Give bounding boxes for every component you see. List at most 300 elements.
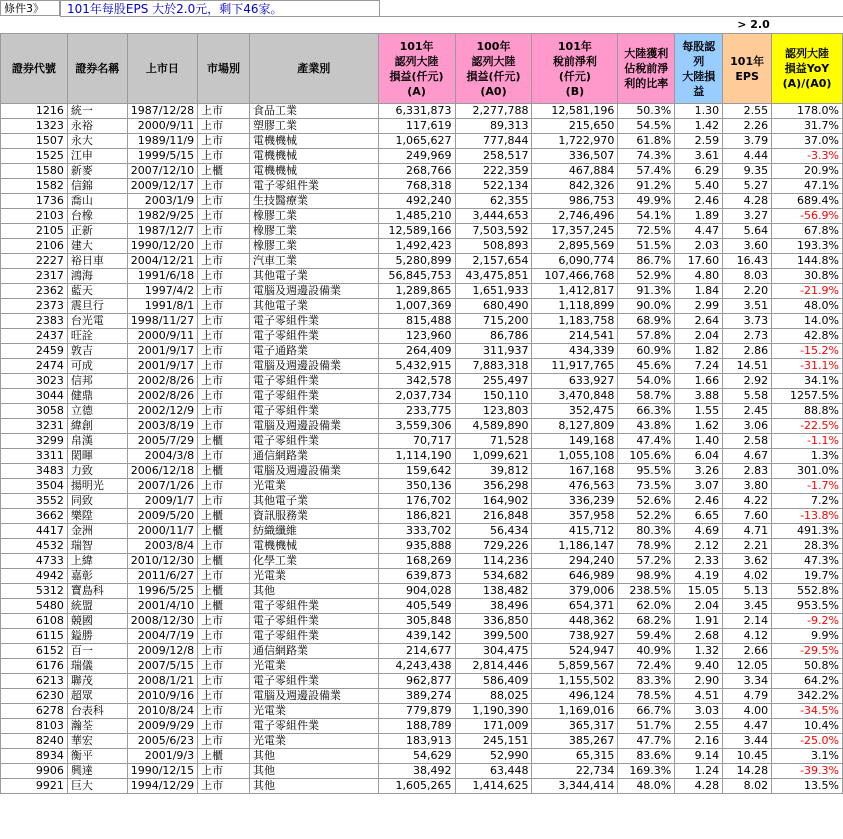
cell-china-pl-per-share[interactable]: 15.05 xyxy=(675,584,723,599)
cell-industry[interactable]: 電腦及週邊設備業 xyxy=(249,284,378,299)
cell-market[interactable]: 上市 xyxy=(198,254,250,269)
cell-china-pl-101[interactable]: 54,629 xyxy=(378,749,455,764)
cell-china-pl-per-share[interactable]: 2.12 xyxy=(675,539,723,554)
header-listing-date[interactable]: 上市日 xyxy=(127,34,197,104)
cell-stock-code[interactable]: 4417 xyxy=(1,524,68,539)
cell-china-pl-per-share[interactable]: 2.03 xyxy=(675,239,723,254)
cell-stock-code[interactable]: 9906 xyxy=(1,764,68,779)
cell-china-pl-101[interactable]: 1,007,369 xyxy=(378,299,455,314)
cell-china-pl-101[interactable]: 159,642 xyxy=(378,464,455,479)
cell-stock-name[interactable]: 嘉彰 xyxy=(67,569,127,584)
cell-listing-date[interactable]: 1989/11/9 xyxy=(127,134,197,149)
header-stock-code[interactable]: 證券代號 xyxy=(1,34,68,104)
cell-pretax-101[interactable]: 2,895,569 xyxy=(532,239,618,254)
cell-stock-name[interactable]: 信錦 xyxy=(67,179,127,194)
cell-listing-date[interactable]: 1991/6/18 xyxy=(127,269,197,284)
cell-pretax-101[interactable]: 476,563 xyxy=(532,479,618,494)
cell-listing-date[interactable]: 2001/9/3 xyxy=(127,749,197,764)
cell-pretax-101[interactable]: 1,722,970 xyxy=(532,134,618,149)
cell-china-pl-101[interactable]: 1,492,423 xyxy=(378,239,455,254)
cell-stock-code[interactable]: 3044 xyxy=(1,389,68,404)
cell-china-ratio[interactable]: 48.0% xyxy=(618,779,675,794)
cell-market[interactable]: 上市 xyxy=(198,644,250,659)
cell-market[interactable]: 上市 xyxy=(198,239,250,254)
cell-industry[interactable]: 電子零組件業 xyxy=(249,434,378,449)
cell-market[interactable]: 上市 xyxy=(198,149,250,164)
header-market[interactable]: 市場別 xyxy=(198,34,250,104)
cell-stock-name[interactable]: 正新 xyxy=(67,224,127,239)
cell-market[interactable]: 上市 xyxy=(198,404,250,419)
cell-stock-code[interactable]: 6213 xyxy=(1,674,68,689)
cell-china-pl-per-share[interactable]: 1.42 xyxy=(675,119,723,134)
cell-china-pl-yoy[interactable]: 10.4% xyxy=(772,719,843,734)
cell-china-ratio[interactable]: 68.2% xyxy=(618,614,675,629)
cell-china-pl-yoy[interactable]: 689.4% xyxy=(772,194,843,209)
cell-listing-date[interactable]: 2003/8/4 xyxy=(127,539,197,554)
cell-china-ratio[interactable]: 57.4% xyxy=(618,164,675,179)
cell-stock-code[interactable]: 1580 xyxy=(1,164,68,179)
cell-industry[interactable]: 電腦及週邊設備業 xyxy=(249,359,378,374)
cell-china-ratio[interactable]: 59.4% xyxy=(618,629,675,644)
cell-china-pl-per-share[interactable]: 1.66 xyxy=(675,374,723,389)
cell-industry[interactable]: 電機機械 xyxy=(249,149,378,164)
cell-pretax-101[interactable]: 336,507 xyxy=(532,149,618,164)
cell-listing-date[interactable]: 2010/9/16 xyxy=(127,689,197,704)
cell-market[interactable]: 上市 xyxy=(198,314,250,329)
cell-china-ratio[interactable]: 91.2% xyxy=(618,179,675,194)
cell-pretax-101[interactable]: 294,240 xyxy=(532,554,618,569)
cell-china-ratio[interactable]: 47.4% xyxy=(618,434,675,449)
cell-china-ratio[interactable]: 51.7% xyxy=(618,719,675,734)
cell-stock-name[interactable]: 江申 xyxy=(67,149,127,164)
cell-industry[interactable]: 電子零組件業 xyxy=(249,389,378,404)
cell-pretax-101[interactable]: 1,169,016 xyxy=(532,704,618,719)
cell-china-pl-100[interactable]: 43,475,851 xyxy=(455,269,532,284)
cell-china-ratio[interactable]: 90.0% xyxy=(618,299,675,314)
cell-stock-name[interactable]: 金洲 xyxy=(67,524,127,539)
cell-market[interactable]: 上市 xyxy=(198,539,250,554)
cell-industry[interactable]: 食品工業 xyxy=(249,104,378,119)
cell-china-pl-101[interactable]: 439,142 xyxy=(378,629,455,644)
cell-stock-code[interactable]: 1736 xyxy=(1,194,68,209)
cell-pretax-101[interactable]: 12,581,196 xyxy=(532,104,618,119)
cell-stock-name[interactable]: 喬山 xyxy=(67,194,127,209)
cell-pretax-101[interactable]: 336,239 xyxy=(532,494,618,509)
cell-market[interactable]: 上市 xyxy=(198,659,250,674)
cell-china-pl-101[interactable]: 350,136 xyxy=(378,479,455,494)
cell-pretax-101[interactable]: 496,124 xyxy=(532,689,618,704)
cell-listing-date[interactable]: 2009/9/29 xyxy=(127,719,197,734)
cell-china-pl-yoy[interactable]: 37.0% xyxy=(772,134,843,149)
cell-eps-101[interactable]: 4.12 xyxy=(723,629,772,644)
cell-eps-101[interactable]: 8.03 xyxy=(723,269,772,284)
header-stock-name[interactable]: 證券名稱 xyxy=(67,34,127,104)
cell-china-ratio[interactable]: 54.5% xyxy=(618,119,675,134)
cell-eps-101[interactable]: 4.00 xyxy=(723,704,772,719)
cell-china-pl-100[interactable]: 88,025 xyxy=(455,689,532,704)
cell-stock-code[interactable]: 4733 xyxy=(1,554,68,569)
cell-china-pl-per-share[interactable]: 2.04 xyxy=(675,599,723,614)
cell-eps-101[interactable]: 5.58 xyxy=(723,389,772,404)
cell-market[interactable]: 上市 xyxy=(198,119,250,134)
cell-china-ratio[interactable]: 72.4% xyxy=(618,659,675,674)
cell-listing-date[interactable]: 2006/12/18 xyxy=(127,464,197,479)
cell-china-pl-yoy[interactable]: 64.2% xyxy=(772,674,843,689)
cell-china-pl-yoy[interactable]: 28.3% xyxy=(772,539,843,554)
cell-market[interactable]: 上市 xyxy=(198,719,250,734)
cell-listing-date[interactable]: 2004/7/19 xyxy=(127,629,197,644)
cell-pretax-101[interactable]: 215,650 xyxy=(532,119,618,134)
cell-china-pl-101[interactable]: 1,114,190 xyxy=(378,449,455,464)
cell-pretax-101[interactable]: 1,412,817 xyxy=(532,284,618,299)
cell-eps-101[interactable]: 4.79 xyxy=(723,689,772,704)
cell-industry[interactable]: 電子零組件業 xyxy=(249,614,378,629)
cell-pretax-101[interactable]: 11,917,765 xyxy=(532,359,618,374)
cell-listing-date[interactable]: 1996/5/25 xyxy=(127,584,197,599)
cell-china-pl-per-share[interactable]: 1.30 xyxy=(675,104,723,119)
cell-industry[interactable]: 電子零組件業 xyxy=(249,179,378,194)
cell-listing-date[interactable]: 2011/6/27 xyxy=(127,569,197,584)
cell-china-pl-100[interactable]: 138,482 xyxy=(455,584,532,599)
cell-china-ratio[interactable]: 47.7% xyxy=(618,734,675,749)
cell-china-ratio[interactable]: 238.5% xyxy=(618,584,675,599)
condition-label[interactable]: 條件3》 xyxy=(0,0,60,16)
cell-china-ratio[interactable]: 169.3% xyxy=(618,764,675,779)
cell-market[interactable]: 上市 xyxy=(198,374,250,389)
cell-china-pl-101[interactable]: 405,549 xyxy=(378,599,455,614)
cell-china-pl-100[interactable]: 729,226 xyxy=(455,539,532,554)
cell-china-pl-per-share[interactable]: 6.29 xyxy=(675,164,723,179)
header-china-pl-yoy[interactable]: 認列大陸 損益YoY (A)/(A0) xyxy=(772,34,843,104)
cell-china-pl-per-share[interactable]: 9.14 xyxy=(675,749,723,764)
cell-china-pl-yoy[interactable]: 491.3% xyxy=(772,524,843,539)
cell-china-pl-100[interactable]: 150,110 xyxy=(455,389,532,404)
cell-china-ratio[interactable]: 83.3% xyxy=(618,674,675,689)
cell-industry[interactable]: 光電業 xyxy=(249,479,378,494)
cell-china-pl-100[interactable]: 1,190,390 xyxy=(455,704,532,719)
cell-listing-date[interactable]: 1997/4/2 xyxy=(127,284,197,299)
cell-china-pl-per-share[interactable]: 3.61 xyxy=(675,149,723,164)
cell-china-pl-100[interactable]: 680,490 xyxy=(455,299,532,314)
cell-market[interactable]: 上市 xyxy=(198,704,250,719)
cell-china-pl-per-share[interactable]: 3.03 xyxy=(675,704,723,719)
cell-china-pl-yoy[interactable]: -31.1% xyxy=(772,359,843,374)
cell-market[interactable]: 上櫃 xyxy=(198,164,250,179)
cell-industry[interactable]: 電子零組件業 xyxy=(249,404,378,419)
cell-pretax-101[interactable]: 5,859,567 xyxy=(532,659,618,674)
cell-pretax-101[interactable]: 17,357,245 xyxy=(532,224,618,239)
cell-china-pl-101[interactable]: 5,432,915 xyxy=(378,359,455,374)
header-pretax-101[interactable]: 101年 稅前淨利 (仟元) (B) xyxy=(532,34,618,104)
cell-china-pl-per-share[interactable]: 4.80 xyxy=(675,269,723,284)
cell-pretax-101[interactable]: 3,344,414 xyxy=(532,779,618,794)
cell-china-pl-100[interactable]: 89,313 xyxy=(455,119,532,134)
cell-china-ratio[interactable]: 73.5% xyxy=(618,479,675,494)
cell-stock-name[interactable]: 揚明光 xyxy=(67,479,127,494)
cell-china-pl-yoy[interactable]: 144.8% xyxy=(772,254,843,269)
cell-eps-101[interactable]: 3.44 xyxy=(723,734,772,749)
cell-stock-name[interactable]: 健鼎 xyxy=(67,389,127,404)
cell-stock-code[interactable]: 6176 xyxy=(1,659,68,674)
cell-pretax-101[interactable]: 149,168 xyxy=(532,434,618,449)
cell-china-pl-per-share[interactable]: 1.91 xyxy=(675,614,723,629)
cell-china-ratio[interactable]: 66.7% xyxy=(618,704,675,719)
cell-china-pl-per-share[interactable]: 5.40 xyxy=(675,179,723,194)
cell-china-pl-per-share[interactable]: 7.24 xyxy=(675,359,723,374)
cell-industry[interactable]: 資訊服務業 xyxy=(249,509,378,524)
cell-listing-date[interactable]: 2007/1/26 xyxy=(127,479,197,494)
cell-industry[interactable]: 電腦及週邊設備業 xyxy=(249,689,378,704)
cell-china-pl-yoy[interactable]: -56.9% xyxy=(772,209,843,224)
cell-china-pl-101[interactable]: 70,717 xyxy=(378,434,455,449)
cell-china-ratio[interactable]: 72.5% xyxy=(618,224,675,239)
cell-listing-date[interactable]: 1987/12/7 xyxy=(127,224,197,239)
cell-china-pl-100[interactable]: 3,444,653 xyxy=(455,209,532,224)
cell-china-pl-100[interactable]: 534,682 xyxy=(455,569,532,584)
cell-market[interactable]: 上櫃 xyxy=(198,554,250,569)
cell-pretax-101[interactable]: 1,118,899 xyxy=(532,299,618,314)
cell-china-pl-100[interactable]: 1,651,933 xyxy=(455,284,532,299)
cell-china-pl-100[interactable]: 399,500 xyxy=(455,629,532,644)
cell-china-pl-100[interactable]: 356,298 xyxy=(455,479,532,494)
cell-china-ratio[interactable]: 57.8% xyxy=(618,329,675,344)
cell-china-pl-per-share[interactable]: 2.46 xyxy=(675,194,723,209)
cell-stock-name[interactable]: 統一 xyxy=(67,104,127,119)
cell-eps-101[interactable]: 2.66 xyxy=(723,644,772,659)
cell-eps-101[interactable]: 2.21 xyxy=(723,539,772,554)
cell-china-pl-101[interactable]: 2,037,734 xyxy=(378,389,455,404)
cell-eps-101[interactable]: 9.35 xyxy=(723,164,772,179)
cell-china-ratio[interactable]: 78.5% xyxy=(618,689,675,704)
cell-china-pl-per-share[interactable]: 17.60 xyxy=(675,254,723,269)
cell-pretax-101[interactable]: 357,958 xyxy=(532,509,618,524)
cell-listing-date[interactable]: 2003/8/19 xyxy=(127,419,197,434)
cell-industry[interactable]: 電子零組件業 xyxy=(249,374,378,389)
cell-eps-101[interactable]: 4.44 xyxy=(723,149,772,164)
cell-china-ratio[interactable]: 51.5% xyxy=(618,239,675,254)
cell-china-pl-100[interactable]: 171,009 xyxy=(455,719,532,734)
cell-eps-101[interactable]: 3.51 xyxy=(723,299,772,314)
cell-china-pl-yoy[interactable]: 42.8% xyxy=(772,329,843,344)
cell-stock-code[interactable]: 1507 xyxy=(1,134,68,149)
cell-china-pl-per-share[interactable]: 1.62 xyxy=(675,419,723,434)
cell-listing-date[interactable]: 2007/12/10 xyxy=(127,164,197,179)
cell-china-pl-per-share[interactable]: 2.33 xyxy=(675,554,723,569)
cell-china-pl-per-share[interactable]: 3.88 xyxy=(675,389,723,404)
cell-stock-name[interactable]: 永大 xyxy=(67,134,127,149)
cell-market[interactable]: 上市 xyxy=(198,494,250,509)
cell-china-ratio[interactable]: 58.7% xyxy=(618,389,675,404)
cell-stock-code[interactable]: 2227 xyxy=(1,254,68,269)
cell-stock-code[interactable]: 6152 xyxy=(1,644,68,659)
cell-listing-date[interactable]: 2007/5/15 xyxy=(127,659,197,674)
cell-china-pl-100[interactable]: 1,414,625 xyxy=(455,779,532,794)
cell-china-pl-100[interactable]: 2,157,654 xyxy=(455,254,532,269)
cell-stock-name[interactable]: 同致 xyxy=(67,494,127,509)
cell-china-pl-100[interactable]: 2,277,788 xyxy=(455,104,532,119)
cell-pretax-101[interactable]: 379,006 xyxy=(532,584,618,599)
cell-stock-name[interactable]: 信邦 xyxy=(67,374,127,389)
cell-industry[interactable]: 其他 xyxy=(249,584,378,599)
cell-china-ratio[interactable]: 91.3% xyxy=(618,284,675,299)
cell-china-pl-100[interactable]: 304,475 xyxy=(455,644,532,659)
cell-eps-101[interactable]: 2.92 xyxy=(723,374,772,389)
cell-stock-name[interactable]: 巨大 xyxy=(67,779,127,794)
cell-pretax-101[interactable]: 633,927 xyxy=(532,374,618,389)
cell-eps-101[interactable]: 4.28 xyxy=(723,194,772,209)
cell-stock-name[interactable]: 敦吉 xyxy=(67,344,127,359)
cell-industry[interactable]: 汽車工業 xyxy=(249,254,378,269)
cell-china-pl-per-share[interactable]: 4.69 xyxy=(675,524,723,539)
cell-industry[interactable]: 通信網路業 xyxy=(249,449,378,464)
cell-stock-name[interactable]: 震旦行 xyxy=(67,299,127,314)
cell-china-pl-yoy[interactable]: 47.3% xyxy=(772,554,843,569)
cell-stock-name[interactable]: 樂陞 xyxy=(67,509,127,524)
cell-industry[interactable]: 通信網路業 xyxy=(249,644,378,659)
cell-stock-name[interactable]: 百一 xyxy=(67,644,127,659)
cell-eps-101[interactable]: 5.27 xyxy=(723,179,772,194)
cell-china-pl-yoy[interactable]: 34.1% xyxy=(772,374,843,389)
cell-china-pl-100[interactable]: 222,359 xyxy=(455,164,532,179)
cell-china-pl-100[interactable]: 4,589,890 xyxy=(455,419,532,434)
cell-industry[interactable]: 其他 xyxy=(249,779,378,794)
cell-pretax-101[interactable]: 842,326 xyxy=(532,179,618,194)
cell-pretax-101[interactable]: 8,127,809 xyxy=(532,419,618,434)
cell-listing-date[interactable]: 1990/12/20 xyxy=(127,239,197,254)
cell-china-pl-100[interactable]: 586,409 xyxy=(455,674,532,689)
cell-stock-name[interactable]: 緯創 xyxy=(67,419,127,434)
cell-china-pl-101[interactable]: 38,492 xyxy=(378,764,455,779)
cell-china-pl-101[interactable]: 233,775 xyxy=(378,404,455,419)
cell-stock-code[interactable]: 4532 xyxy=(1,539,68,554)
cell-listing-date[interactable]: 2002/8/26 xyxy=(127,389,197,404)
cell-eps-101[interactable]: 5.64 xyxy=(723,224,772,239)
cell-china-pl-yoy[interactable]: -3.3% xyxy=(772,149,843,164)
cell-china-pl-100[interactable]: 336,850 xyxy=(455,614,532,629)
cell-china-pl-101[interactable]: 12,589,166 xyxy=(378,224,455,239)
cell-china-ratio[interactable]: 54.0% xyxy=(618,374,675,389)
cell-china-pl-101[interactable]: 779,879 xyxy=(378,704,455,719)
cell-eps-101[interactable]: 2.45 xyxy=(723,404,772,419)
cell-eps-101[interactable]: 5.13 xyxy=(723,584,772,599)
cell-listing-date[interactable]: 2003/1/9 xyxy=(127,194,197,209)
cell-market[interactable]: 上市 xyxy=(198,134,250,149)
cell-stock-code[interactable]: 5480 xyxy=(1,599,68,614)
cell-industry[interactable]: 其他 xyxy=(249,764,378,779)
cell-stock-name[interactable]: 聯茂 xyxy=(67,674,127,689)
cell-listing-date[interactable]: 2001/9/17 xyxy=(127,344,197,359)
cell-china-pl-101[interactable]: 1,289,865 xyxy=(378,284,455,299)
cell-market[interactable]: 上櫃 xyxy=(198,749,250,764)
cell-eps-101[interactable]: 2.55 xyxy=(723,104,772,119)
cell-china-pl-100[interactable]: 7,503,592 xyxy=(455,224,532,239)
cell-china-pl-101[interactable]: 333,702 xyxy=(378,524,455,539)
cell-china-pl-101[interactable]: 389,274 xyxy=(378,689,455,704)
cell-industry[interactable]: 其他電子業 xyxy=(249,494,378,509)
cell-china-pl-per-share[interactable]: 1.40 xyxy=(675,434,723,449)
cell-china-pl-yoy[interactable]: 19.7% xyxy=(772,569,843,584)
cell-china-pl-101[interactable]: 168,269 xyxy=(378,554,455,569)
cell-industry[interactable]: 電機機械 xyxy=(249,539,378,554)
cell-pretax-101[interactable]: 6,090,774 xyxy=(532,254,618,269)
cell-stock-name[interactable]: 上緯 xyxy=(67,554,127,569)
header-china-pl-101[interactable]: 101年 認列大陸 損益(仟元) (A) xyxy=(378,34,455,104)
cell-china-pl-yoy[interactable]: -22.5% xyxy=(772,419,843,434)
cell-stock-name[interactable]: 超眾 xyxy=(67,689,127,704)
cell-china-pl-yoy[interactable]: 31.7% xyxy=(772,119,843,134)
cell-stock-name[interactable]: 藍天 xyxy=(67,284,127,299)
cell-eps-101[interactable]: 4.47 xyxy=(723,719,772,734)
cell-market[interactable]: 上市 xyxy=(198,614,250,629)
cell-china-pl-100[interactable]: 7,883,318 xyxy=(455,359,532,374)
cell-eps-101[interactable]: 12.05 xyxy=(723,659,772,674)
cell-stock-code[interactable]: 2373 xyxy=(1,299,68,314)
cell-china-pl-101[interactable]: 904,028 xyxy=(378,584,455,599)
cell-china-pl-100[interactable]: 63,448 xyxy=(455,764,532,779)
cell-china-pl-per-share[interactable]: 1.82 xyxy=(675,344,723,359)
cell-china-pl-101[interactable]: 639,873 xyxy=(378,569,455,584)
cell-market[interactable]: 上櫃 xyxy=(198,524,250,539)
cell-industry[interactable]: 電機機械 xyxy=(249,134,378,149)
condition-text[interactable]: 101年每股EPS 大於2.0元，剩下46家。 xyxy=(60,0,380,17)
cell-pretax-101[interactable]: 415,712 xyxy=(532,524,618,539)
cell-china-ratio[interactable]: 43.8% xyxy=(618,419,675,434)
cell-china-pl-101[interactable]: 962,877 xyxy=(378,674,455,689)
cell-china-pl-yoy[interactable]: 48.0% xyxy=(772,299,843,314)
cell-industry[interactable]: 光電業 xyxy=(249,734,378,749)
cell-stock-code[interactable]: 2103 xyxy=(1,209,68,224)
cell-market[interactable]: 上市 xyxy=(198,674,250,689)
cell-eps-101[interactable]: 16.43 xyxy=(723,254,772,269)
cell-china-pl-101[interactable]: 4,243,438 xyxy=(378,659,455,674)
cell-stock-name[interactable]: 統盟 xyxy=(67,599,127,614)
cell-market[interactable]: 上市 xyxy=(198,779,250,794)
cell-eps-101[interactable]: 3.06 xyxy=(723,419,772,434)
cell-china-pl-101[interactable]: 492,240 xyxy=(378,194,455,209)
cell-china-ratio[interactable]: 78.9% xyxy=(618,539,675,554)
cell-listing-date[interactable]: 1990/12/15 xyxy=(127,764,197,779)
cell-china-pl-yoy[interactable]: -9.2% xyxy=(772,614,843,629)
cell-china-pl-101[interactable]: 1,065,627 xyxy=(378,134,455,149)
cell-stock-code[interactable]: 6108 xyxy=(1,614,68,629)
cell-china-pl-per-share[interactable]: 2.16 xyxy=(675,734,723,749)
cell-china-pl-yoy[interactable]: 88.8% xyxy=(772,404,843,419)
cell-eps-101[interactable]: 7.60 xyxy=(723,509,772,524)
cell-pretax-101[interactable]: 167,168 xyxy=(532,464,618,479)
cell-china-pl-101[interactable]: 5,280,899 xyxy=(378,254,455,269)
cell-stock-code[interactable]: 2474 xyxy=(1,359,68,374)
cell-market[interactable]: 上市 xyxy=(198,569,250,584)
cell-china-pl-yoy[interactable]: -21.9% xyxy=(772,284,843,299)
cell-market[interactable]: 上櫃 xyxy=(198,509,250,524)
cell-china-pl-100[interactable]: 2,814,446 xyxy=(455,659,532,674)
cell-china-pl-yoy[interactable]: -1.7% xyxy=(772,479,843,494)
cell-pretax-101[interactable]: 352,475 xyxy=(532,404,618,419)
cell-china-pl-yoy[interactable]: 50.8% xyxy=(772,659,843,674)
cell-stock-code[interactable]: 1525 xyxy=(1,149,68,164)
cell-market[interactable]: 上市 xyxy=(198,269,250,284)
cell-china-pl-100[interactable]: 777,844 xyxy=(455,134,532,149)
cell-china-ratio[interactable]: 62.0% xyxy=(618,599,675,614)
cell-china-pl-100[interactable]: 508,893 xyxy=(455,239,532,254)
cell-china-ratio[interactable]: 74.3% xyxy=(618,149,675,164)
cell-listing-date[interactable]: 1987/12/28 xyxy=(127,104,197,119)
header-china-ratio[interactable]: 大陸獲利 佔稅前淨 利的比率 xyxy=(618,34,675,104)
cell-eps-101[interactable]: 14.51 xyxy=(723,359,772,374)
cell-china-ratio[interactable]: 98.9% xyxy=(618,569,675,584)
cell-china-pl-100[interactable]: 715,200 xyxy=(455,314,532,329)
cell-stock-code[interactable]: 2459 xyxy=(1,344,68,359)
